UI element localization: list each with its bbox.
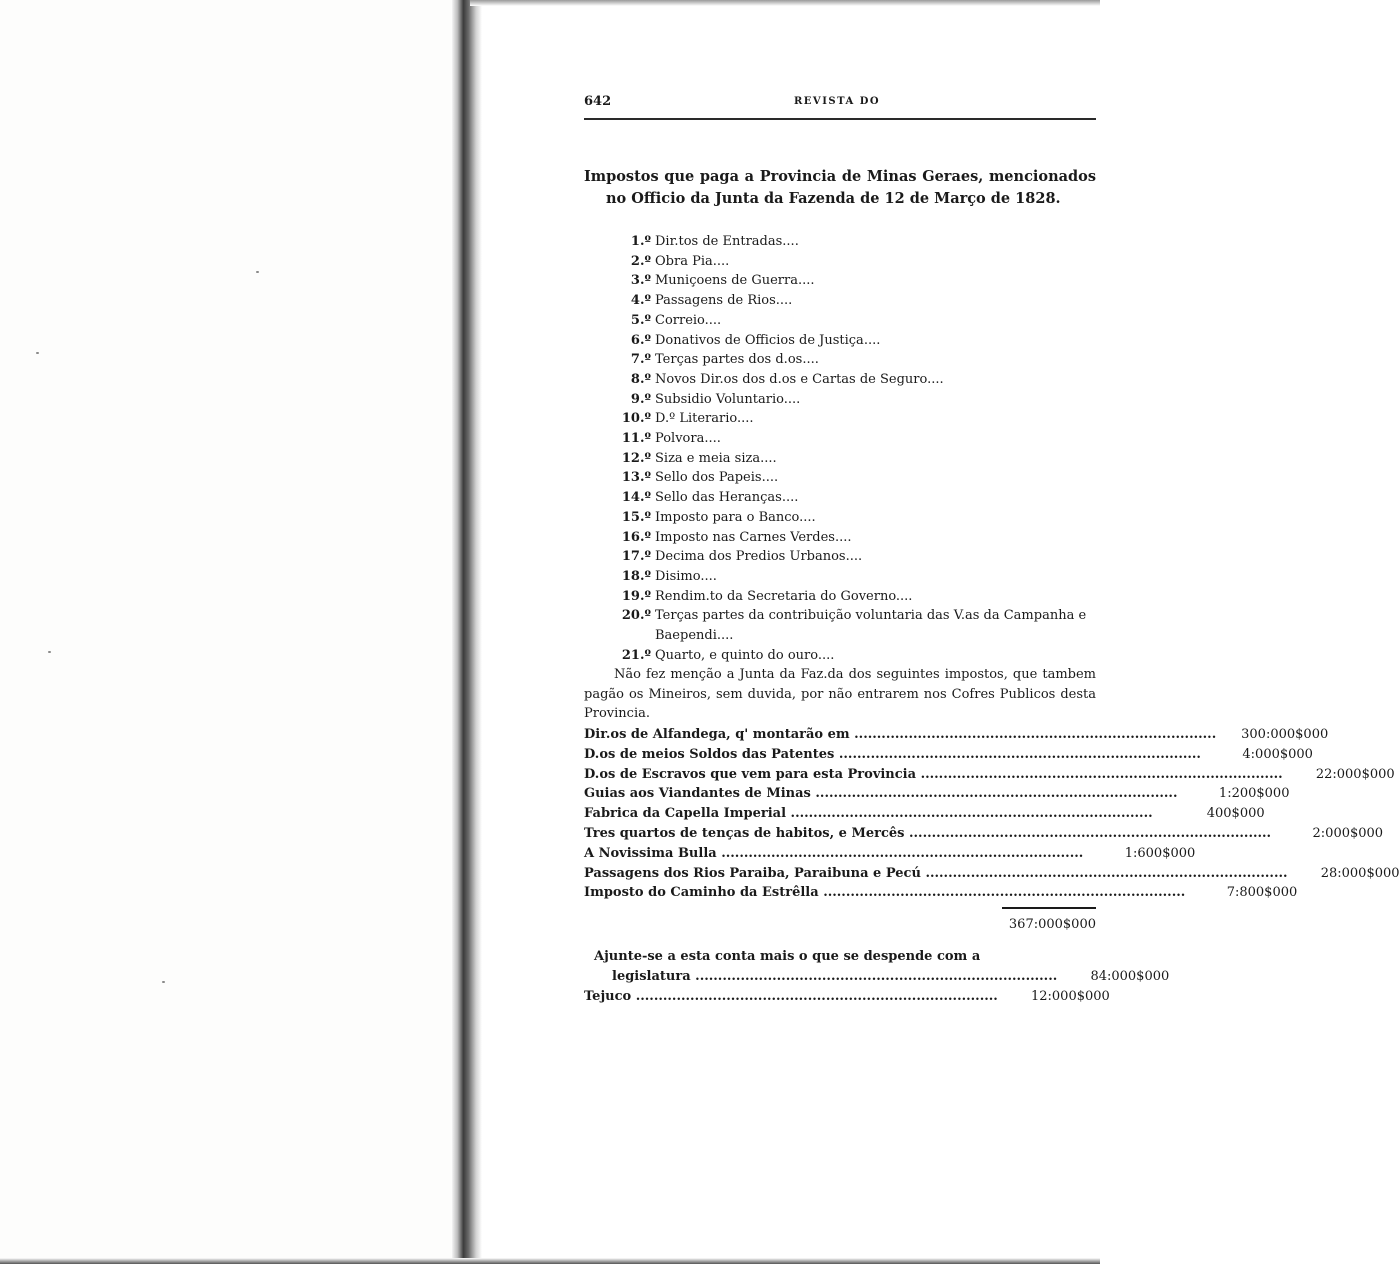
list-item-number: 14.º [621,490,651,506]
list-item [617,646,1096,666]
dot-leader: ................................................................................ [690,968,1058,984]
list-item-text: Passagens de Rios.... [655,293,793,309]
ledger-description-text: Passagens dos Rios Paraiba, Paraibuna e Pecú [584,865,921,881]
ledger-description-text: D.os de meios Soldos das Patentes [584,746,835,762]
list-item-text: Muniçoens de Guerra.... [655,273,815,289]
ledger-description-text: Tejuco [584,988,632,1004]
list-item-number: 3.º [630,273,651,289]
page-bottom-edge [0,1258,1100,1264]
list-item-text: Novos Dir.os dos d.os e Cartas de Seguro.... [655,371,944,387]
dot-leader: ................................................................................ [810,786,1178,802]
ledger-value: 400$000 [1206,806,1265,822]
list-item-number: 18.º [621,568,651,584]
paper-speck [256,271,259,273]
list-item-text: Correio.... [655,312,722,328]
paper-speck [162,981,165,983]
ledger-description-text: A Novissima Bulla [584,845,717,861]
ledger-description [584,804,1153,824]
ledger-value: 300:000$000 [1241,726,1329,742]
dot-leader: ................................................................................ [818,885,1186,901]
list-item [617,370,1096,390]
ledger-row [584,864,1400,884]
list-item [617,291,1096,311]
ledger-value: 7:800$000 [1226,885,1298,901]
list-item-number: 13.º [621,470,651,486]
list-item [617,587,1096,607]
list-item-number: 12.º [621,450,651,466]
list-item-number: 20.º [621,608,651,624]
list-item-number: 11.º [621,431,651,447]
tax-list [584,232,1096,665]
list-item-number: 21.º [621,647,651,663]
ledger-total-value: 367:000$000 [1008,917,1096,933]
ledger-description-text: Guias aos Viandantes de Minas [584,786,811,802]
list-item-number: 4.º [630,293,651,309]
ledger-row [584,725,1329,745]
note-paragraph: Não fez menção a Junta da Faz.da dos seguintes impostos, que tambem pagão os Mineiros, sem duvida, por não entrarem nos Cofres Publicos desta Provincia. [584,667,1096,722]
ledger-description [584,844,1083,864]
ledger-description [584,864,1288,884]
ledger-row [584,824,1384,844]
list-item-text: Quarto, e quinto do ouro.... [655,647,835,663]
page-number: 642 [584,94,612,109]
extra-intro: Ajunte-se a esta conta mais o que se despende com a [594,948,981,964]
ledger-description [584,725,1216,745]
section-title: Impostos que paga a Provincia de Minas Geraes, mencionados no Officio da Junta da Fazenda de 12 de Março de 1828. [584,168,1096,207]
ledger-description [584,967,1057,987]
list-item-text: Obra Pia.... [655,253,730,269]
list-item-number: 8.º [630,371,651,387]
ledger-description-text: Fabrica da Capella Imperial [584,806,787,822]
ledger-value: 22:000$000 [1315,766,1395,782]
list-item [617,331,1096,351]
list-item [617,409,1096,429]
dot-leader: ................................................................................ [916,766,1283,782]
extra-table [584,967,1170,1007]
list-item [617,232,1096,252]
list-item-text: Polvora.... [655,431,721,447]
ledger-row [584,765,1395,785]
list-item-text: D.º Literario.... [655,411,754,427]
list-item [617,311,1096,331]
list-item-text: Imposto para o Banco.... [655,509,816,525]
ledger-value: 84:000$000 [1090,968,1170,984]
ledger-row [584,967,1170,987]
list-item-number: 9.º [630,391,651,407]
list-item-number: 15.º [621,509,651,525]
ledger-row [584,883,1298,903]
list-item-text: Sello dos Papeis.... [655,470,779,486]
list-item-text: Decima dos Predios Urbanos.... [655,549,863,565]
list-item-text: Terças partes da contribuição voluntaria das V.as da Campanha e Baependi.... [655,608,1087,644]
ledger-description [584,883,1185,903]
list-item [617,252,1096,272]
ledger-total-label [584,915,984,935]
ledger-value: 1:200$000 [1218,786,1290,802]
ledger-description [584,824,1271,844]
list-item [617,508,1096,528]
blank-left-page [0,0,455,1264]
book-binding-gutter [452,0,482,1264]
page-top-edge [470,0,1100,6]
paper-speck [36,352,39,354]
list-item [617,468,1096,488]
list-item [617,528,1096,548]
list-item [617,449,1096,469]
list-item-number: 10.º [621,411,651,427]
list-item [617,429,1096,449]
ledger-value: 28:000$000 [1320,865,1400,881]
list-item [617,271,1096,291]
ledger-description-text: legislatura [612,968,691,984]
sum-rule [1002,907,1096,909]
list-item-number: 2.º [630,253,651,269]
dot-leader: ................................................................................ [631,988,998,1004]
list-item-number: 5.º [630,312,651,328]
ledger-row [584,804,1265,824]
list-item-text: Dir.tos de Entradas.... [655,234,799,249]
ledger-description [584,987,998,1007]
ledger-row [584,987,1110,1007]
list-item [617,606,1096,645]
ledger-description-text: Imposto do Caminho da Estrêlla [584,885,819,901]
list-item [617,488,1096,508]
dot-leader: ................................................................................ [716,845,1084,861]
list-item-text: Subsidio Voluntario.... [655,391,801,407]
list-item-text: Siza e meia siza.... [655,450,777,466]
ledger-description-text: Tres quartos de tenças de habitos, e Mercês [584,825,905,841]
ledger-value: 2:000$000 [1312,825,1384,841]
list-item-text: Disimo.... [655,568,717,584]
ledger-description [584,765,1283,785]
paper-speck [48,651,51,653]
list-item [617,390,1096,410]
page-header [584,94,1096,116]
list-item-number: 16.º [621,529,651,545]
list-item-text: Sello das Heranças.... [655,490,799,506]
ledger-row [584,784,1290,804]
list-item-number: 6.º [630,332,651,348]
ledger-row [584,745,1313,765]
ledger-value: 1:600$000 [1124,845,1196,861]
list-item [617,547,1096,567]
dot-leader: ................................................................................ [920,865,1288,881]
list-item-text: Rendim.to da Secretaria do Governo.... [655,588,913,604]
ledger-description-text: D.os de Escravos que vem para esta Provincia [584,766,917,782]
list-item-number: 17.º [621,549,651,565]
extra-section [584,947,1170,1006]
list-item-text: Donativos de Officios de Justiça.... [655,332,881,348]
ledger-value: 4:000$000 [1242,746,1313,762]
ledger-description-text: Dir.os de Alfandega, q' montarão em [584,726,850,742]
list-item-number: 1.º [630,234,651,249]
ledger-description [584,784,1177,804]
ledger-table [584,725,1400,903]
ledger-value: 12:000$000 [1030,988,1110,1004]
dot-leader: ................................................................................ [786,806,1153,822]
ledger-description [584,745,1201,765]
header-rule [584,118,1096,120]
list-item-text: Terças partes dos d.os.... [655,352,819,368]
ledger-row [584,844,1196,864]
ledger-total-row [584,915,1096,935]
list-item-text: Imposto nas Carnes Verdes.... [655,529,852,545]
dot-leader: ................................................................................ [834,746,1201,762]
document-page [584,94,1400,1006]
dot-leader: ................................................................................ [849,726,1217,742]
dot-leader: ................................................................................ [904,825,1272,841]
list-item [617,350,1096,370]
list-item-number: 7.º [630,352,651,368]
running-head: REVISTA DO [794,96,881,107]
list-item [617,567,1096,587]
list-item-number: 19.º [621,588,651,604]
